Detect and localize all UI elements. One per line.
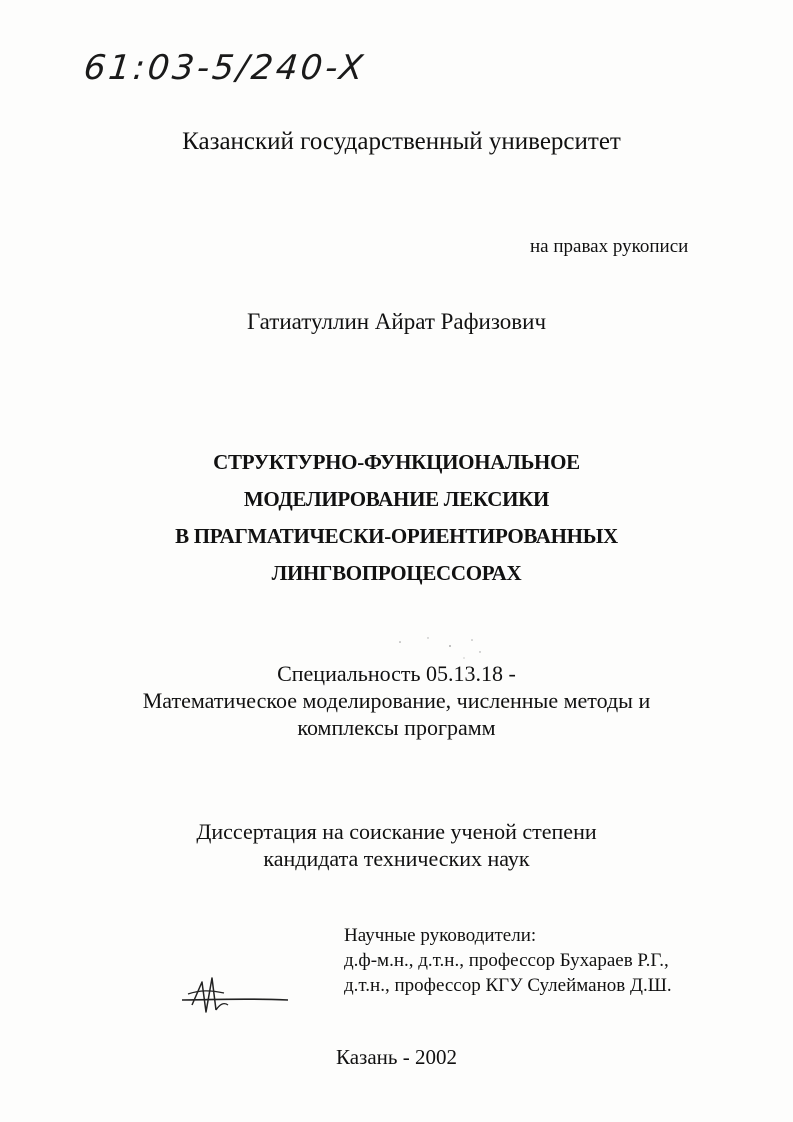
title-line-1: СТРУКТУРНО-ФУНКЦИОНАЛЬНОЕ <box>213 450 580 474</box>
author-name: Гатиатуллин Айрат Рафизович <box>246 309 547 334</box>
specialty-name-line-1: Математическое моделирование, численные методы и <box>142 688 651 713</box>
specialty-code: Специальность 05.13.18 - <box>277 661 516 686</box>
title-line-4: ЛИНГВОПРОЦЕССОРАХ <box>271 561 522 585</box>
specialty-block <box>0 660 793 741</box>
title-line-2: МОДЕЛИРОВАНИЕ ЛЕКСИКИ <box>243 487 550 511</box>
dissertation-title <box>0 444 793 592</box>
specialty-name-line-2: комплексы программ <box>297 715 496 740</box>
author-signature-icon <box>180 960 290 1020</box>
supervisor-1: д.ф-м.н., д.т.н., профессор Бухараев Р.Г., <box>344 950 669 971</box>
title-line-3: В ПРАГМАТИЧЕСКИ-ОРИЕНТИРОВАННЫХ <box>175 524 618 548</box>
degree-line-2: кандидата технических наук <box>263 846 530 871</box>
rights-note: на правах рукописи <box>530 236 689 257</box>
university-name: Казанский государственный университет <box>182 128 621 155</box>
supervisors-heading: Научные руководители: <box>344 925 537 946</box>
archive-code-handwritten: 61:03-5/240-X <box>81 48 368 88</box>
supervisor-2: д.т.н., профессор КГУ Сулейманов Д.Ш. <box>344 975 672 996</box>
city-year: Казань - 2002 <box>336 1045 457 1069</box>
supervisors-block <box>344 923 672 998</box>
degree-block <box>0 818 793 872</box>
degree-line-1: Диссертация на соискание ученой степени <box>196 819 597 844</box>
